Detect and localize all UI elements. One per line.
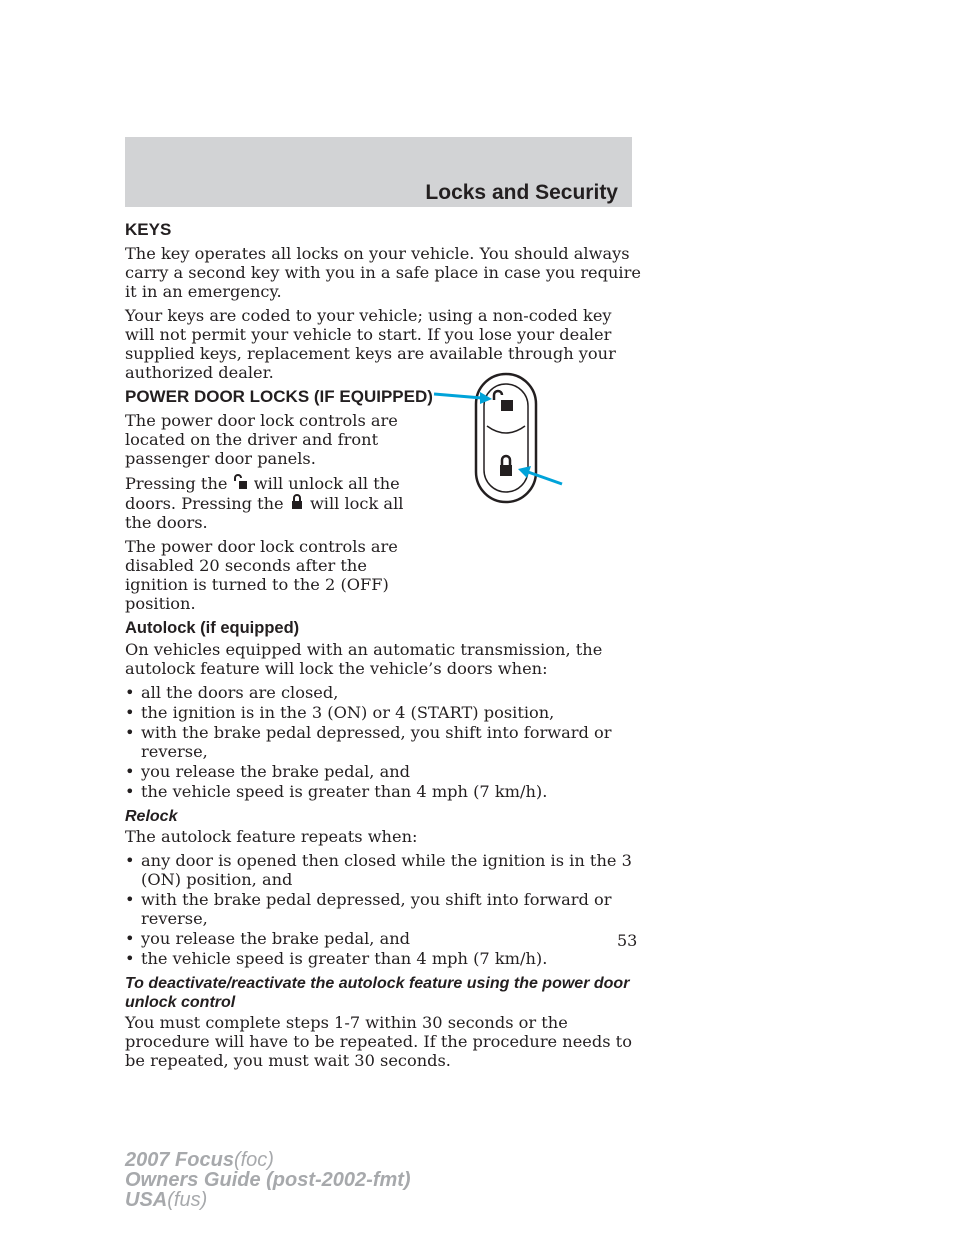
autolock-heading: Autolock (if equipped) (125, 619, 300, 637)
footer-imprint (125, 1150, 411, 1210)
page-content (125, 220, 645, 1075)
relock-heading: Relock (125, 808, 178, 825)
power-locks-heading: POWER DOOR LOCKS (IF EQUIPPED) (125, 387, 433, 406)
bullet: • (125, 949, 135, 968)
keys-heading: KEYS (125, 220, 172, 239)
footer-line-1: 2007 Focus(foc) (125, 1149, 274, 1171)
deactivate-heading: To deactivate/reactivate the autolock feature using the power door unlock control (125, 975, 630, 1011)
bullet: • (125, 782, 135, 801)
bullet: • (125, 929, 135, 948)
pressing-text-c: will lock all the doors. (125, 494, 404, 532)
autolock-list (125, 683, 645, 801)
relock-intro: The autolock feature repeats when: (125, 827, 418, 846)
page-header-band (125, 137, 632, 207)
keys-paragraph-1: The key operates all locks on your vehicle. You should always carry a second key with you in a safe place in case you require it in an emergency. (125, 244, 641, 301)
list-item: • you release the brake pedal, and (125, 929, 411, 948)
pressing-text-a: Pressing the (125, 474, 228, 493)
keys-paragraph-2: Your keys are coded to your vehicle; using a non-coded key will not permit your vehicle to start. If you lose your dealer supplied keys, replacement keys are available through your authorized dealer. (125, 306, 616, 382)
power-locks-paragraph-3: The power door lock controls are disabled 20 seconds after the ignition is turned to the 2 (OFF) position. (125, 537, 398, 613)
list-item: • the vehicle speed is greater than 4 mph (7 km/h). (125, 782, 548, 801)
deactivate-paragraph: You must complete steps 1-7 within 30 seconds or the procedure will have to be repeated. If the procedure needs to be repeated, you must wait 30 seconds. (125, 1013, 632, 1070)
list-item: • any door is opened then closed while the ignition is in the 3 (ON) position, and (125, 851, 632, 889)
door-lock-switch-illustration (430, 370, 575, 520)
lock-icon (289, 493, 305, 511)
bullet: • (125, 683, 135, 702)
bullet: • (125, 762, 135, 781)
section-title: Locks and Security (425, 181, 618, 204)
list-item: • with the brake pedal depressed, you shift into forward or reverse, (125, 723, 612, 761)
pressing-text-b: will unlock all the doors. Pressing the (125, 474, 400, 513)
unlock-icon (233, 473, 249, 491)
list-item: • the vehicle speed is greater than 4 mph (7 km/h). (125, 949, 548, 968)
footer-line-3: USA(fus) (125, 1189, 208, 1211)
list-item: • you release the brake pedal, and (125, 762, 411, 781)
footer-line-2: Owners Guide (post-2002-fmt) (125, 1169, 411, 1191)
page-number: 53 (617, 931, 638, 950)
bullet: • (125, 890, 135, 909)
power-locks-paragraph-2 (125, 473, 430, 532)
autolock-intro: On vehicles equipped with an automatic transmission, the autolock feature will lock the vehicle’s doors when: (125, 640, 603, 678)
list-item: • all the doors are closed, (125, 683, 339, 702)
power-locks-paragraph-1: The power door lock controls are located on the driver and front passenger door panels. (125, 411, 398, 468)
list-item: • the ignition is in the 3 (ON) or 4 (START) position, (125, 703, 555, 722)
relock-list (125, 851, 645, 968)
bullet: • (125, 851, 135, 870)
bullet: • (125, 723, 135, 742)
list-item: • with the brake pedal depressed, you shift into forward or reverse, (125, 890, 612, 928)
bullet: • (125, 703, 135, 722)
